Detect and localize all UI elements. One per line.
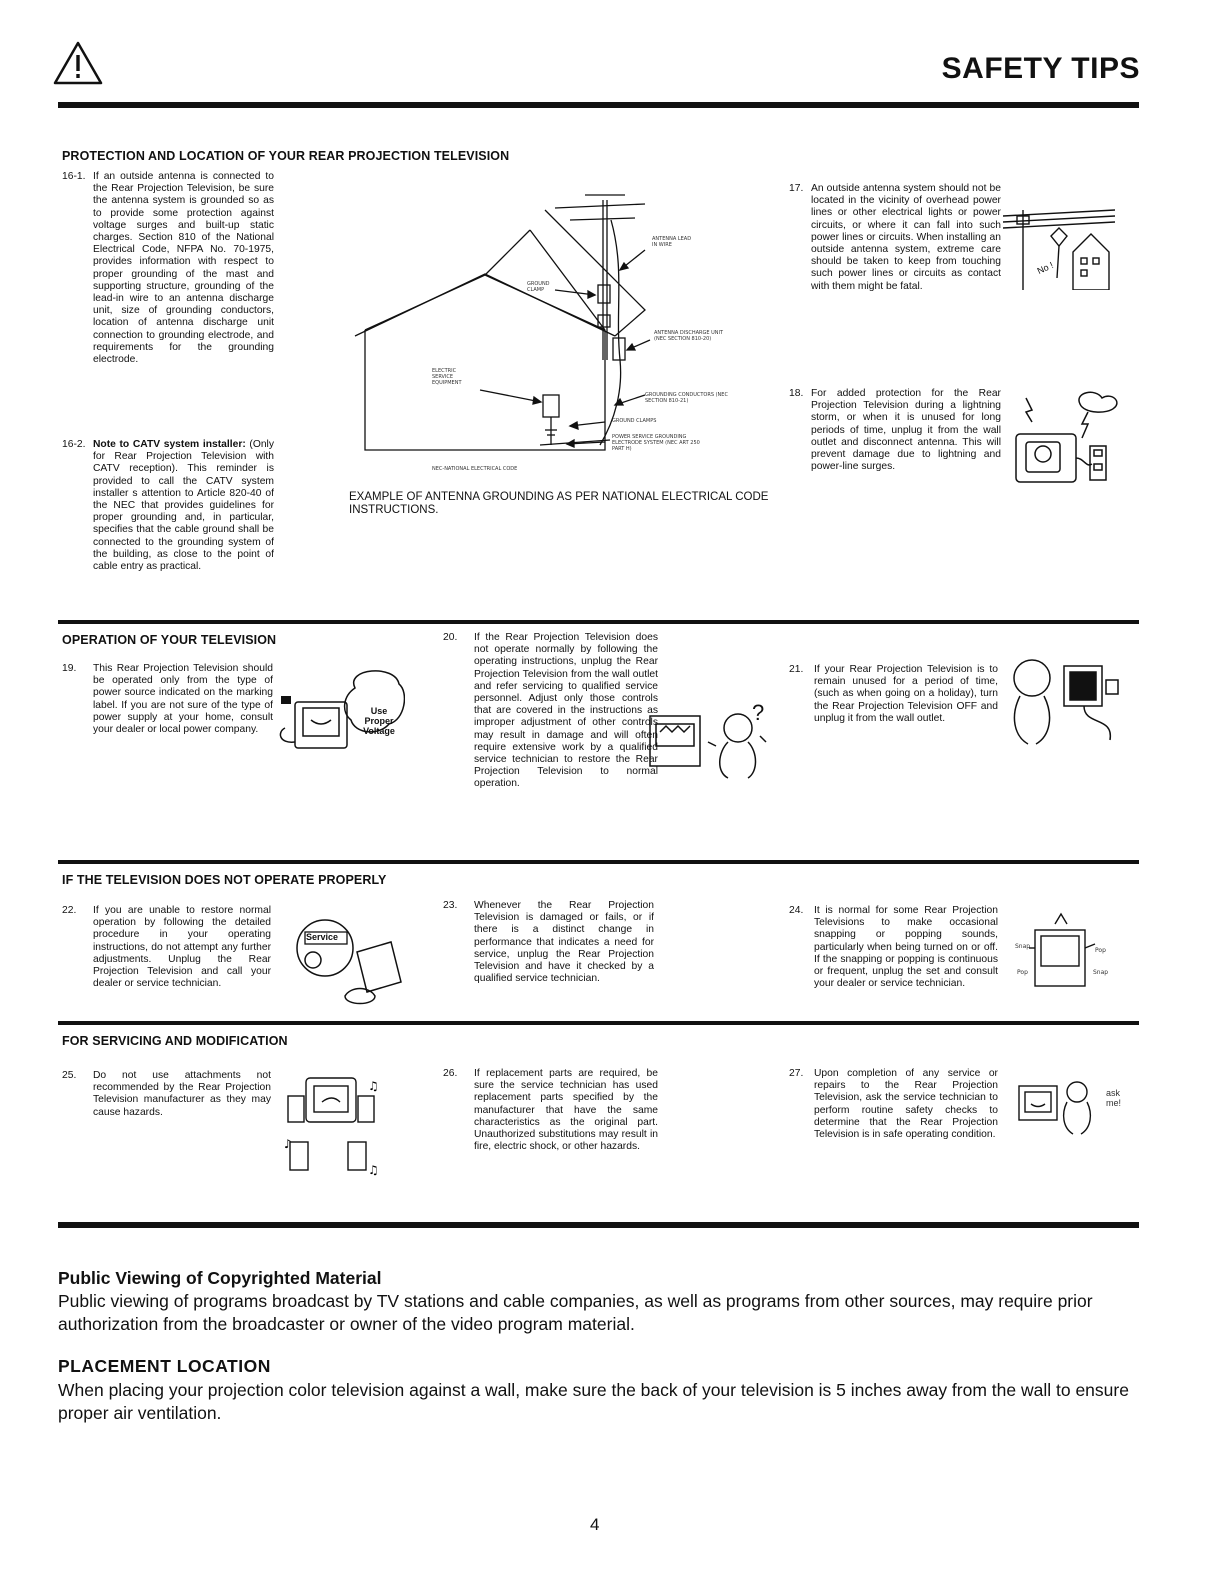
item-20-text: If the Rear Projection Television does not operate normally by following the operating instructions, unplug the Rear Projection Television from the wall outlet and refer servicing to qualified service personnel. Adjust only those controls that are covered in the instructions as improper adjustment of other controls may result in damage and will often require extensive work by a qualified service technician to restore the Rear Projection Television to normal operation.: [474, 632, 658, 790]
attachments-illustration: [282, 1068, 382, 1180]
power-lines-illustration: [1003, 208, 1115, 290]
item-17-number: 17.: [789, 183, 804, 194]
item-27-text: Upon completion of any service or repairs to the Rear Projection Television, ask the service technician to perform routine safety checks to determine that the Rear Projection Television is in safe operating condition.: [814, 1068, 998, 1141]
page-title: SAFETY TIPS: [941, 52, 1140, 85]
item-26-text: If replacement parts are required, be sure the service technician has used replacement parts specified by the manufacturer that have the same characteristics as the original part. Unauthorized substitutions may result in fire, electric shock, or other hazards.: [474, 1068, 658, 1153]
item-19-text: This Rear Projection Television should be operated only from the type of power source indicated on the marking label. If you are not sure of the type of power supply at your home, consult your dealer or local power company.: [93, 663, 273, 736]
servicing-title: FOR SERVICING AND MODIFICATION: [62, 1034, 288, 1048]
public-viewing-text: Public viewing of programs broadcast by TV stations and cable companies, as well as programs from other sources, may require prior authorization from the broadcaster or owner of the video program material.: [58, 1291, 1093, 1334]
item-22-number: 22.: [62, 905, 77, 916]
label-power-service: POWER SERVICE GROUNDING ELECTRODE SYSTEM (NEC ART 250 PART H): [612, 434, 700, 452]
item-24-number: 24.: [789, 905, 804, 916]
item-18-number: 18.: [789, 388, 804, 399]
item-16-2-text: [93, 439, 274, 573]
placement-title: PLACEMENT LOCATION: [58, 1356, 271, 1376]
placement-text: When placing your projection color television against a wall, make sure the back of your television is 5 inches away from the wall to ensure proper air ventilation.: [58, 1380, 1129, 1423]
item-25-text: Do not use attachments not recommended by the Rear Projection Television manufacturer as they may cause hazards.: [93, 1070, 271, 1118]
operation-title: OPERATION OF YOUR TELEVISION: [62, 633, 277, 647]
lightning-storm-illustration: [1010, 388, 1120, 490]
holiday-unplug-illustration: [1004, 650, 1124, 750]
section-rule-2: [58, 860, 1139, 864]
header-rule: [58, 102, 1139, 108]
voltage-bubble-text: [359, 706, 399, 736]
item-26-number: 26.: [443, 1068, 458, 1079]
page-number: 4: [590, 1515, 600, 1534]
item-27-number: 27.: [789, 1068, 804, 1079]
me-line: me!: [1106, 1098, 1122, 1108]
item-23-number: 23.: [443, 900, 458, 911]
label-grounding-conductors: GROUNDING CONDUCTORS (NEC SECTION 810-21): [645, 392, 728, 404]
label-nec: NEC-NATIONAL ELECTRICAL CODE: [432, 466, 518, 472]
item-21-text: If your Rear Projection Television is to remain unused for a period of time, (such as when going on a holiday), turn the Rear Projection Television OFF and unplug it from the wall outlet.: [814, 664, 998, 724]
item-22-text: If you are unable to restore normal operation by following the detailed procedure in your operating instructions, do not attempt any further adjustments. Unplug the Rear Projection Television and call your dealer or service technician.: [93, 905, 271, 990]
item-16-1-number: 16-1.: [62, 171, 86, 182]
sound-snap-2: Snap: [1093, 969, 1109, 976]
section-rule-4: [58, 1222, 1139, 1228]
item-16-1-text: If an outside antenna is connected to the Rear Projection Television, be sure the antenna system is grounded so as to provide some protection against voltage surges and built-up static charges. Section 810 of the National Electrical Code, NFPA No. 70-1975, provides information with respect to proper grounding of the mast and supporting structure, grounding of the lead-in wire to an antenna discharge unit, size of grounding conductors, location of antenna discharge unit connection to grounding electrode, and requirements for the grounding electrode.: [93, 171, 274, 366]
popping-tv-illustration: [1025, 908, 1105, 998]
item-18-text: For added protection for the Rear Projection Television during a lightning storm, or when it is unused for long periods of time, unplug it from the wall outlet and disconnect antenna. This will prevent damage due to lightning and power-line surges.: [811, 388, 1001, 473]
section-rule-1: [58, 620, 1139, 624]
label-electric-service: ELECTRIC SERVICE EQUIPMENT: [432, 368, 462, 386]
warning-triangle-icon: [52, 40, 104, 86]
service-bubble-text: Service: [306, 932, 339, 942]
item-16-2-number: 16-2.: [62, 439, 86, 450]
bubble-line-1: Use: [370, 706, 388, 716]
technician-illustration: [1015, 1072, 1110, 1137]
item-16-2-body: (Only for Rear Projection Television with CATV reception). This reminder is provided to call the CATV system installer s attention to Article 820-40 of the NEC that provides guidelines for proper grounding and, in particular, specifies that the cable ground shall be connected to the grounding system of the building, as close to the point of cable entry as practical.: [93, 439, 274, 573]
item-23-text: Whenever the Rear Projection Television is damaged or fails, or if there is a distinct change in performance that indicates a need for service, unplug the Rear Projection Television and have it checked by a qualified service technician.: [474, 900, 654, 985]
svg-text:♫: ♫: [368, 1079, 379, 1093]
item-25-number: 25.: [62, 1070, 77, 1081]
ask-me-bubble: [1106, 1088, 1121, 1108]
sound-snap-1: Snap: [1015, 943, 1031, 950]
sound-pop-1: Pop: [1095, 947, 1106, 954]
label-discharge-unit: ANTENNA DISCHARGE UNIT (NEC SECTION 810-20): [654, 330, 724, 342]
service-tv-illustration: [648, 702, 788, 782]
protection-title: PROTECTION AND LOCATION OF YOUR REAR PROJECTION TELEVISION: [62, 149, 510, 163]
item-21-number: 21.: [789, 664, 804, 675]
label-ground-clamp: GROUND CLAMP: [527, 281, 550, 293]
item-16-2-bold: Note to CATV system installer:: [93, 439, 246, 450]
section-rule-3: [58, 1021, 1139, 1025]
improper-title: IF THE TELEVISION DOES NOT OPERATE PROPERLY: [62, 873, 387, 887]
bubble-line-3: Voltage: [363, 726, 395, 736]
ask-line: ask: [1106, 1088, 1121, 1098]
sound-pop-2: Pop: [1017, 969, 1028, 976]
bubble-line-2: Proper: [364, 716, 394, 726]
label-antenna-lead: ANTENNA LEAD IN WIRE: [652, 236, 692, 248]
item-20-number: 20.: [443, 632, 458, 643]
item-17-text: An outside antenna system should not be located in the vicinity of overhead power lines or other electrical lights or power circuits, or where it can fall into such power lines or circuits. When installing an outside antenna system, extreme care should be taken to keep from touching such power lines or circuits as contact with them might be fatal.: [811, 183, 1001, 292]
public-viewing-title: Public Viewing of Copyrighted Material: [58, 1268, 382, 1288]
service-call-illustration: [295, 912, 405, 1012]
diagram-caption: EXAMPLE OF ANTENNA GROUNDING AS PER NATIONAL ELECTRICAL CODE INSTRUCTIONS.: [349, 491, 769, 516]
svg-text:♫: ♫: [368, 1163, 379, 1177]
label-ground-clamps: GROUND CLAMPS: [612, 418, 657, 424]
question-mark: ?: [752, 700, 765, 725]
no-sign-label: No !: [1035, 259, 1055, 277]
item-19-number: 19.: [62, 663, 77, 674]
item-24-text: It is normal for some Rear Projection Televisions to make occasional snapping or popping sounds, particularly when being turned on or off. If the snapping or popping is continuous or frequent, unplug the set and consult your dealer or service technician.: [814, 905, 998, 990]
svg-text:♪: ♪: [284, 1137, 292, 1151]
